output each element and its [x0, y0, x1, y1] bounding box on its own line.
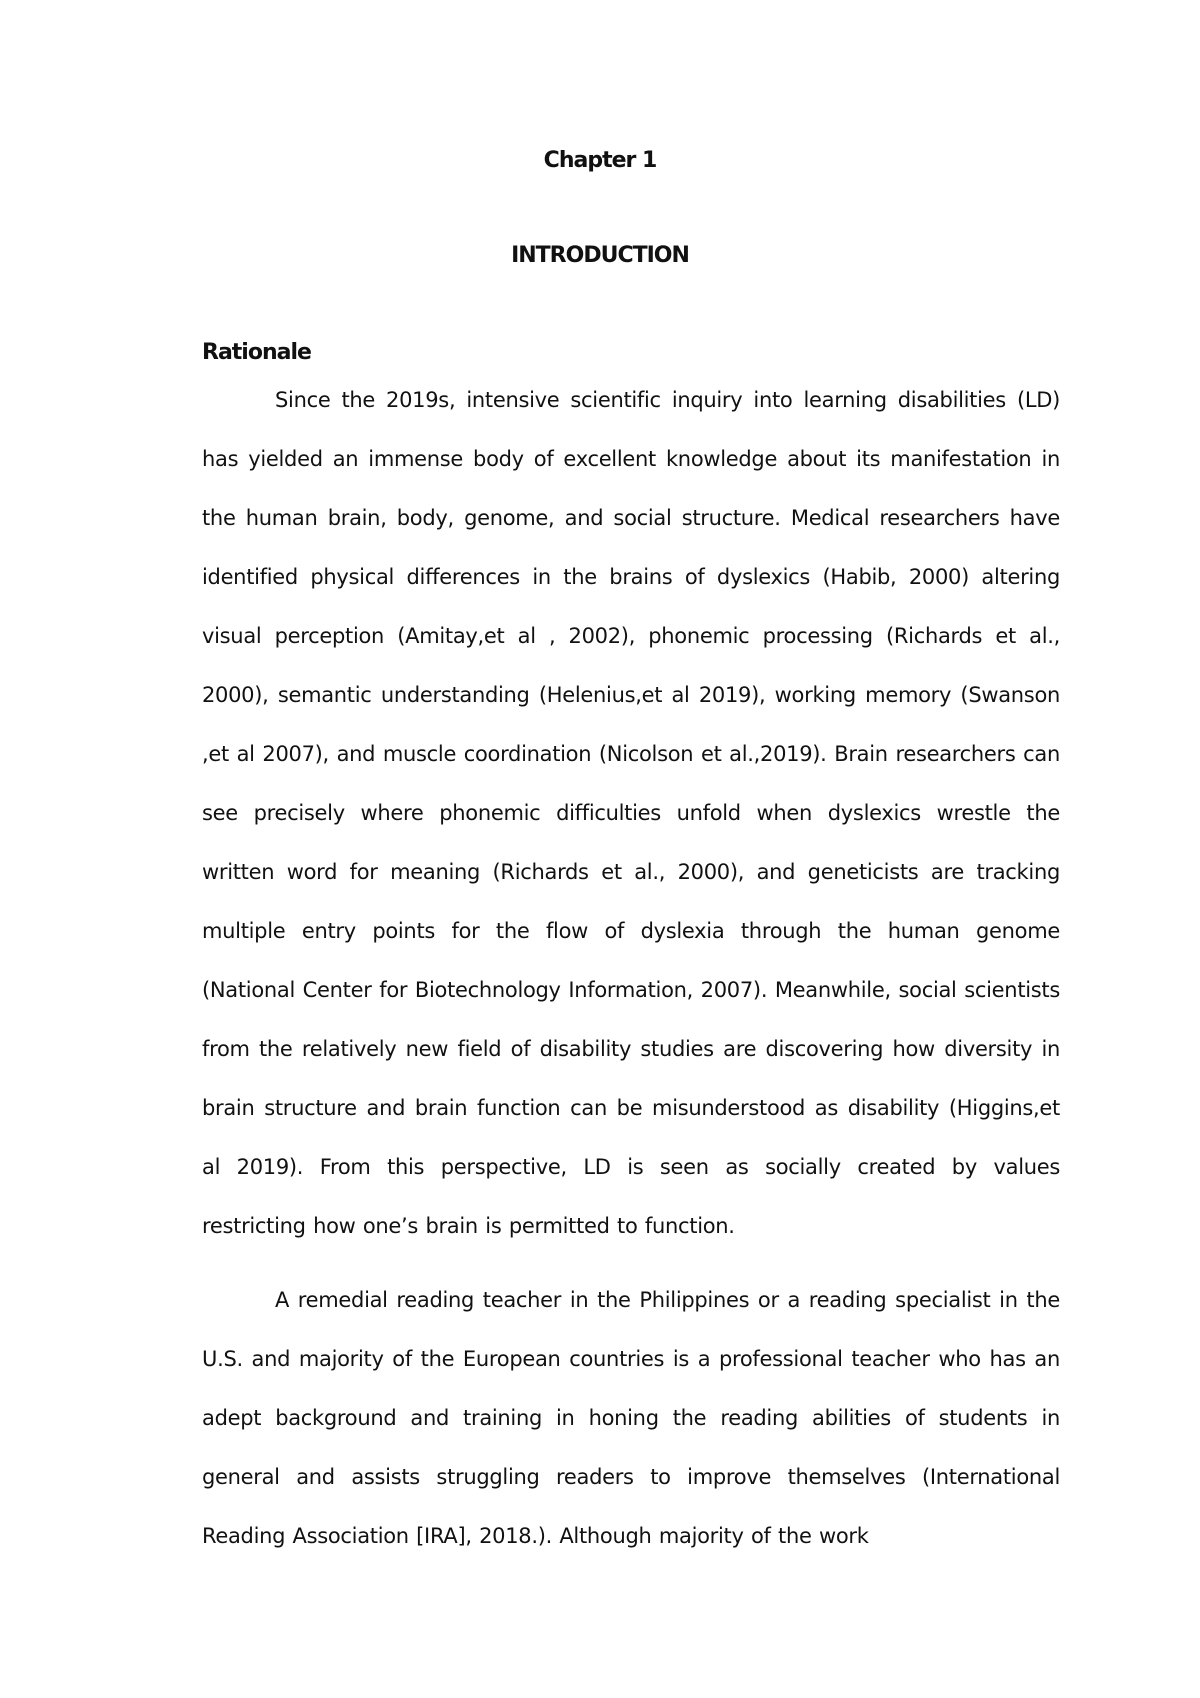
- body-paragraph: Since the 2019s, intensive scientific inquiry into learning disabilities (LD) has yielded an immense body of excellent knowledge about its manifestation in the human brain, body, genome, and social structure. Medical researchers have identified physical differences in the brains of dyslexics (Habib, 2000) altering visual perception (Amitay,et al , 2002), phonemic processing (Richards et al., 2000), semantic understanding (Helenius,et al 2019), working memory (Swanson ,et al 2007), and muscle coordination (Nicolson et al.,2019). Brain researchers can see precisely where phonemic difficulties unfold when dyslexics wrestle the written word for meaning (Richards et al., 2000), and geneticists are tracking multiple entry points for the flow of dyslexia through the human genome (National Center for Biotechnology Information, 2007). Meanwhile, social scientists from the relatively new field of disability studies are discovering how diversity in brain structure and brain function can be misunderstood as disability (Higgins,et al 2019). From this perspective, LD is seen as socially created by values restricting how one’s brain is permitted to function.: [202, 388, 1060, 1238]
- page-title: INTRODUCTION: [511, 243, 689, 268]
- section-heading: Rationale: [202, 340, 311, 365]
- body-paragraph: A remedial reading teacher in the Philippines or a reading specialist in the U.S. and majority of the European countries is a professional teacher who has an adept background and training in honing the reading abilities of students in general and assists struggling readers to improve themselves (International Reading Association [IRA], 2018.). Although majority of the work: [202, 1288, 1060, 1548]
- chapter-label: Chapter 1: [543, 148, 657, 173]
